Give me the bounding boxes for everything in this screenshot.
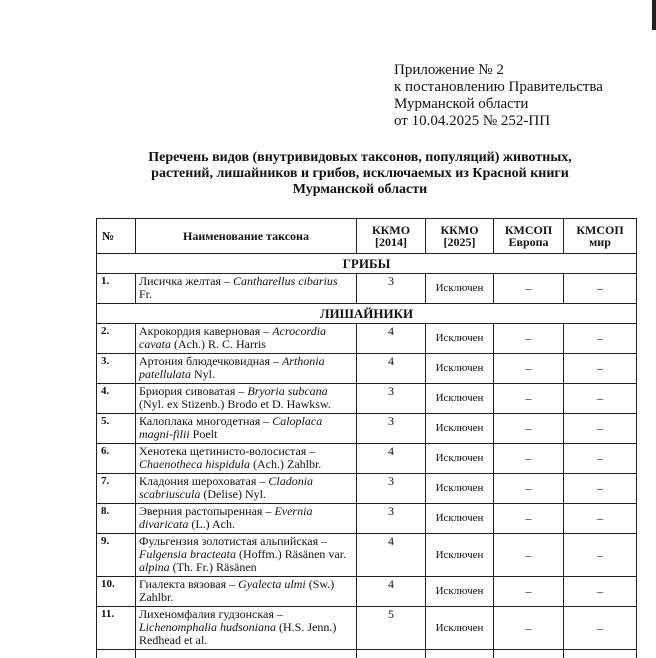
kkmo-2025-status: Исключен — [426, 384, 494, 414]
table-row — [97, 444, 637, 474]
taxon-latin-name: alpina — [139, 560, 170, 574]
header-kkmo-2025: ККМО [2025] — [426, 219, 494, 254]
taxon-latin-name: Chaenotheca hispidula — [139, 457, 250, 471]
iucn-world-value: – — [564, 534, 637, 577]
table-row — [97, 354, 637, 384]
kkmo-2025-status: Исключен — [426, 414, 494, 444]
kkmo-2025-status: Исключен — [426, 354, 494, 384]
section-title: ЛИШАЙНИКИ — [97, 304, 637, 324]
iucn-world-value: – — [564, 274, 637, 304]
header-iucn-world: КМСОП мир — [564, 219, 637, 254]
taxon-author: (H.S. Jenn.) Redhead et al. — [139, 620, 336, 647]
title-line: Мурманской области — [100, 182, 620, 198]
table-header-row — [97, 219, 637, 254]
taxon-russian-name: Хенотека щетинисто-волосистая – — [139, 444, 315, 458]
kkmo-2014-category: 4 — [357, 577, 426, 607]
header-name: Наименование таксона — [136, 219, 357, 254]
taxon-name — [136, 534, 357, 577]
header-iucn-europe: КМСОП Европа — [494, 219, 564, 254]
row-number: 10. — [97, 577, 136, 607]
kkmo-2025-status: Исключен — [426, 534, 494, 577]
table-cell — [136, 650, 357, 658]
table-row — [97, 474, 637, 504]
iucn-europe-value: – — [494, 474, 564, 504]
kkmo-2014-category: 3 — [357, 474, 426, 504]
row-number: 5. — [97, 414, 136, 444]
iucn-world-value: – — [564, 504, 637, 534]
taxon-latin-name: Lichenomphalia hudsoniana — [139, 620, 276, 634]
iucn-world-value: – — [564, 607, 637, 650]
taxon-author: (Hoffm.) Räsänen var. — [236, 547, 346, 561]
iucn-world-value: – — [564, 444, 637, 474]
table-row — [97, 324, 637, 354]
iucn-world-value: – — [564, 577, 637, 607]
iucn-world-value: – — [564, 384, 637, 414]
table-row — [97, 504, 637, 534]
iucn-europe-value: – — [494, 444, 564, 474]
taxon-name — [136, 354, 357, 384]
taxon-latin-name: Acrocordia cavata — [139, 324, 326, 351]
taxon-author: Nyl. — [191, 367, 215, 381]
row-number: 9. — [97, 534, 136, 577]
taxon-name — [136, 324, 357, 354]
row-number: 2. — [97, 324, 136, 354]
taxon-author: Fr. — [139, 287, 152, 301]
kkmo-2014-category: 4 — [357, 324, 426, 354]
row-number: 3. — [97, 354, 136, 384]
kkmo-2025-status: Исключен — [426, 274, 494, 304]
table-cell — [426, 650, 494, 658]
taxon-author: (Ach.) R. C. Harris — [171, 337, 266, 351]
taxon-author: (Th. Fr.) Räsänen — [170, 560, 257, 574]
taxon-russian-name: Гиалекта вязовая – — [139, 577, 238, 591]
row-number: 8. — [97, 504, 136, 534]
section-row-fungi — [97, 254, 637, 274]
scan-edge-mark — [652, 0, 656, 30]
iucn-europe-value: – — [494, 577, 564, 607]
kkmo-2014-category: 3 — [357, 384, 426, 414]
iucn-europe-value: – — [494, 354, 564, 384]
table-cell — [494, 650, 564, 658]
taxon-latin-name: Arthonia patellulata — [139, 354, 325, 381]
table-row — [97, 274, 637, 304]
iucn-world-value: – — [564, 354, 637, 384]
taxon-author: (Delise) Nyl. — [200, 487, 266, 501]
section-title: ГРИБЫ — [97, 254, 637, 274]
kkmo-2014-category: 3 — [357, 504, 426, 534]
appendix-line: Мурманской области — [394, 96, 603, 113]
taxon-author: Poelt — [190, 427, 218, 441]
table-row — [97, 384, 637, 414]
title-line: Перечень видов (внутривидовых таксонов, популяций) животных, — [100, 150, 620, 166]
iucn-europe-value: – — [494, 504, 564, 534]
appendix-line: от 10.04.2025 № 252-ПП — [394, 113, 603, 130]
kkmo-2014-category: 5 — [357, 607, 426, 650]
row-number: 4. — [97, 384, 136, 414]
row-number: 7. — [97, 474, 136, 504]
taxon-name — [136, 474, 357, 504]
iucn-world-value: – — [564, 414, 637, 444]
taxon-author: (L.) Ach. — [188, 517, 235, 531]
taxa-table — [96, 218, 637, 658]
section-row-lichens — [97, 304, 637, 324]
taxon-name — [136, 384, 357, 414]
appendix-line: Приложение № 2 — [394, 62, 603, 79]
iucn-europe-value: – — [494, 607, 564, 650]
appendix-line: к постановлению Правительства — [394, 79, 603, 96]
iucn-europe-value: – — [494, 534, 564, 577]
header-num: № — [97, 219, 136, 254]
taxon-russian-name: Калоплака многодетная – — [139, 414, 272, 428]
taxon-latin-name: Fulgensia bracteata — [139, 547, 236, 561]
taxon-name — [136, 274, 357, 304]
taxon-russian-name: Кладония шероховатая – — [139, 474, 268, 488]
table-row — [97, 577, 637, 607]
kkmo-2014-category: 4 — [357, 444, 426, 474]
taxon-russian-name: Бриория сивоватая – — [139, 384, 247, 398]
kkmo-2025-status: Исключен — [426, 444, 494, 474]
kkmo-2025-status: Исключен — [426, 504, 494, 534]
taxon-latin-name: Cladonia scabriuscula — [139, 474, 313, 501]
iucn-europe-value: – — [494, 384, 564, 414]
taxon-latin-name: Cantharellus cibarius — [233, 274, 338, 288]
kkmo-2014-category: 4 — [357, 354, 426, 384]
taxon-latin-name: Gyalecta ulmi — [238, 577, 306, 591]
title-line: растений, лишайников и грибов, исключаемых из Красной книги — [100, 166, 620, 182]
taxon-russian-name: Фульгензия золотистая альпийская – — [139, 534, 327, 548]
iucn-world-value: – — [564, 474, 637, 504]
table-row — [97, 607, 637, 650]
table-cell — [564, 650, 637, 658]
table-row — [97, 414, 637, 444]
table-cell — [97, 650, 136, 658]
kkmo-2025-status: Исключен — [426, 324, 494, 354]
kkmo-2025-status: Исключен — [426, 607, 494, 650]
kkmo-2025-status: Исключен — [426, 474, 494, 504]
iucn-europe-value: – — [494, 274, 564, 304]
table-row — [97, 534, 637, 577]
taxon-latin-name: Caloplaca magni-filii — [139, 414, 322, 441]
iucn-world-value: – — [564, 324, 637, 354]
table-row-partial — [97, 650, 637, 658]
row-number: 1. — [97, 274, 136, 304]
document-title — [100, 150, 620, 198]
taxon-author: (Ach.) Zahlbr. — [250, 457, 321, 471]
taxon-author: (Sw.) Zahlbr. — [139, 577, 334, 604]
taxon-russian-name: Лихеномфалия гудзонская – — [139, 607, 283, 621]
row-number: 6. — [97, 444, 136, 474]
kkmo-2014-category: 3 — [357, 274, 426, 304]
kkmo-2014-category: 4 — [357, 534, 426, 577]
iucn-europe-value: – — [494, 324, 564, 354]
appendix-header — [394, 62, 603, 130]
kkmo-2025-status: Исключен — [426, 577, 494, 607]
taxon-name — [136, 414, 357, 444]
row-number: 11. — [97, 607, 136, 650]
kkmo-2014-category: 3 — [357, 414, 426, 444]
taxon-latin-name: Bryoria subcana — [247, 384, 327, 398]
header-kkmo-2014: ККМО [2014] — [357, 219, 426, 254]
taxon-latin-name: Evernia divaricata — [139, 504, 312, 531]
taxon-russian-name: Артония блюдечковидная – — [139, 354, 282, 368]
taxon-name — [136, 607, 357, 650]
taxon-name — [136, 577, 357, 607]
taxon-russian-name: Акрокордия каверновая – — [139, 324, 272, 338]
iucn-europe-value: – — [494, 414, 564, 444]
taxon-name — [136, 504, 357, 534]
taxon-name — [136, 444, 357, 474]
table-cell — [357, 650, 426, 658]
taxon-author: (Nyl. ex Stizenb.) Brodo et D. Hawksw. — [139, 397, 331, 411]
taxon-russian-name: Лисичка желтая – — [139, 274, 233, 288]
taxon-russian-name: Эверния растопыренная – — [139, 504, 274, 518]
